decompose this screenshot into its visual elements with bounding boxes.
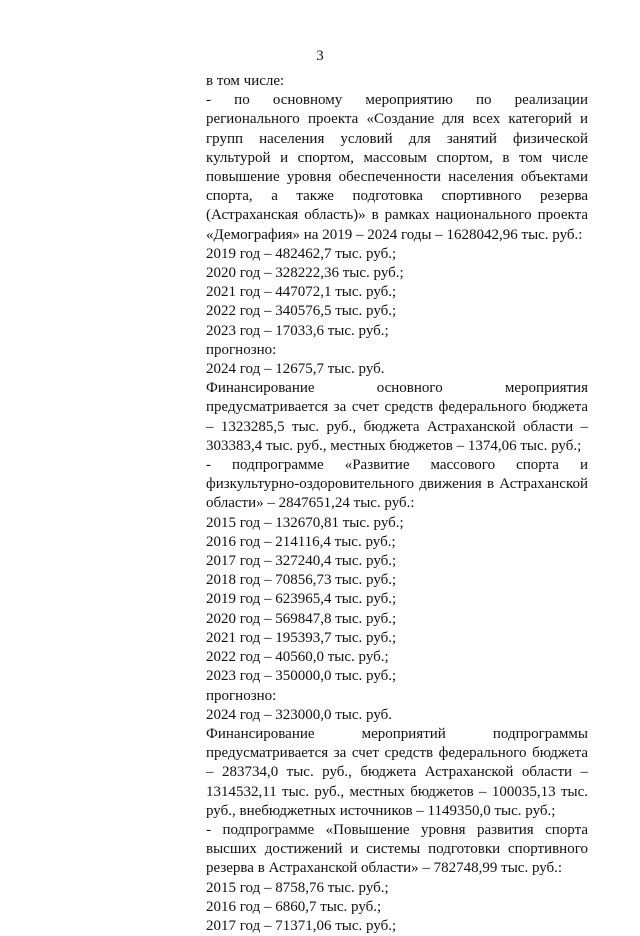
paragraph: 2021 год – 195393,7 тыс. руб.; <box>206 629 397 646</box>
page-number: 3 <box>316 48 324 64</box>
paragraph: 2020 год – 328222,36 тыс. руб.; <box>206 265 404 282</box>
paragraph: 2020 год – 569847,8 тыс. руб.; <box>206 610 397 627</box>
document-body <box>206 72 588 936</box>
paragraph: в том числе: <box>206 73 285 89</box>
paragraph: прогнозно: <box>206 341 277 358</box>
paragraph: 2017 год – 327240,4 тыс. руб.; <box>206 553 397 570</box>
paragraph: 2024 год – 323000,0 тыс. руб. <box>206 706 393 723</box>
paragraph: 2015 год – 132670,81 тыс. руб.; <box>206 514 404 531</box>
paragraph: 2016 год – 214116,4 тыс. руб.; <box>206 533 396 550</box>
paragraph: 2018 год – 70856,73 тыс. руб.; <box>206 572 397 589</box>
paragraph: 2022 год – 340576,5 тыс. руб.; <box>206 303 397 320</box>
paragraph: 2022 год – 40560,0 тыс. руб.; <box>206 649 389 666</box>
paragraph: 2021 год – 447072,1 тыс. руб.; <box>206 284 397 301</box>
paragraph: - подпрограмме «Повышение уровня развития спорта высших достижений и системы подготовки спортивного резерва в Астраханской области» – 782748,99 тыс. руб.: <box>206 821 588 877</box>
paragraph: прогнозно: <box>206 687 277 704</box>
paragraph: Финансирование основного мероприятия предусматривается за счет средств федерального бюджета – 1323285,5 тыс. руб., бюджета Астраханской области – 303383,4 тыс. руб., местных бюджетов – 1374,06 тыс. руб.; <box>206 380 588 454</box>
paragraph: 2019 год – 623965,4 тыс. руб.; <box>206 591 397 608</box>
paragraph: 2024 год – 12675,7 тыс. руб. <box>206 361 385 378</box>
paragraph: 2023 год – 350000,0 тыс. руб.; <box>206 668 397 685</box>
paragraph: 2023 год – 17033,6 тыс. руб.; <box>206 322 389 339</box>
paragraph: 2017 год – 71371,06 тыс. руб.; <box>206 917 397 934</box>
paragraph: 2019 год – 482462,7 тыс. руб.; <box>206 245 397 262</box>
paragraph: Финансирование мероприятий подпрограммы предусматривается за счет средств федерального бюджета – 283734,0 тыс. руб., бюджета Астраханской области – 1314532,11 тыс. руб., местных бюджетов – 100035,13 тыс. руб., внебюджетных источников – 1149350,0 тыс. руб.; <box>206 725 588 819</box>
paragraph: - по основному мероприятию по реализации регионального проекта «Создание для всех категорий и групп населения условий для занятий физической культурой и спортом, массовым спортом, в том числе повышение уровня обеспеченности населения объектами спорта, а также подготовка спортивного резерва (Астраханская область)» в рамках национального проекта «Демография» на 2019 – 2024 годы – 1628042,96 тыс. руб.: <box>206 92 588 243</box>
paragraph: 2015 год – 8758,76 тыс. руб.; <box>206 879 389 896</box>
paragraph: - подпрограмме «Развитие массового спорта и физкультурно-оздоровительного движения в Астраханской области» – 2847651,24 тыс. руб.: <box>206 457 588 512</box>
paragraph: 2016 год – 6860,7 тыс. руб.; <box>206 898 382 915</box>
